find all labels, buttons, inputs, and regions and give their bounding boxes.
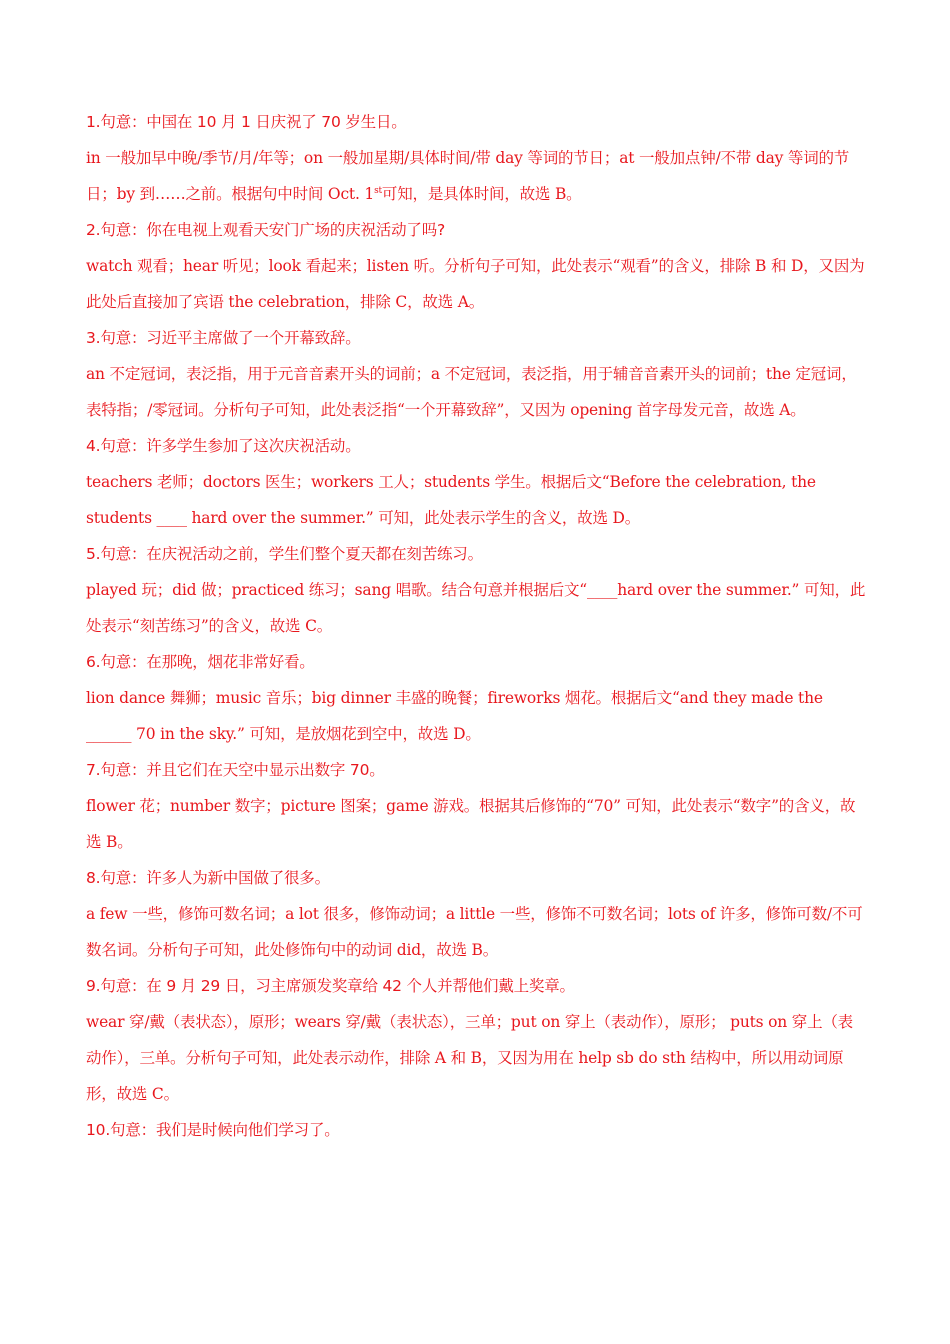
question-1-explanation [86,140,866,212]
question-2-explanation: watch 观看；hear 听见；look 看起来；listen 听。分析句子可知，此处表示“观看”的含义，排除 B 和 D，又因为此处后直接加了宾语 the celebration，排除 C，故选 A。 [86,257,865,311]
question-7-meaning: 7.句意：并且它们在天空中显示出数字 70。 [86,761,385,779]
question-9-meaning: 9.句意：在 9 月 29 日，习主席颁发奖章给 42 个人并帮他们戴上奖章。 [86,977,575,995]
question-9-explanation: wear 穿/戴（表状态），原形；wears 穿/戴（表状态），三单；put on 穿上（表动作），原形； puts on 穿上（表动作），三单。分析句子可知，此处表示动作，排除 A 和 B，又因为用在 help sb do sth 结构中，所以用动词原形，故选 C。 [86,1013,853,1103]
explanation-text: in 一般加早中晚/季节/月/年等；on 一般加星期/具体时间/带 day 等词的节日；at 一般加点钟/不带 day 等词的节日；by 到……之前。根据句中时间 Oct. 1 [86,149,850,203]
question-3-explanation: an 不定冠词，表泛指，用于元音音素开头的词前；a 不定冠词，表泛指，用于辅音音素开头的词前；the 定冠词，表特指；/零冠词。分析句子可知，此处表泛指“一个开幕致辞”，又因为 opening 首字母发元音，故选 A。 [86,365,857,419]
question-2-meaning: 2.句意：你在电视上观看天安门广场的庆祝活动了吗? [86,221,446,239]
question-1-meaning: 1.句意：中国在 10 月 1 日庆祝了 70 岁生日。 [86,113,407,131]
answer-explanations [86,104,866,1148]
question-5-explanation: played 玩；did 做；practiced 练习；sang 唱歌。结合句意并根据后文“____hard over the summer.” 可知，此处表示“刻苦练习”的含义，故选 C。 [86,581,866,635]
question-8-explanation: a few 一些，修饰可数名词；a lot 很多，修饰动词；a little 一些，修饰不可数名词；lots of 许多，修饰可数/不可数名词。分析句子可知，此处修饰句中的动词 did，故选 B。 [86,905,863,959]
question-6-meaning: 6.句意：在那晚，烟花非常好看。 [86,653,315,671]
question-6-explanation: lion dance 舞狮；music 音乐；big dinner 丰盛的晚餐；fireworks 烟花。根据后文“and they made the ______ 70 in the sky.” 可知，是放烟花到空中，故选 D。 [86,689,823,743]
explanation-text: 可知，是具体时间，故选 B。 [381,185,582,203]
ordinal-suffix: st [374,185,382,196]
question-5-meaning: 5.句意：在庆祝活动之前，学生们整个夏天都在刻苦练习。 [86,545,483,563]
question-8-meaning: 8.句意：许多人为新中国做了很多。 [86,869,330,887]
question-4-explanation: teachers 老师；doctors 医生；workers 工人；students 学生。根据后文“Before the celebration, the students ____ hard over the summer.” 可知，此处表示学生的含义，故选 D。 [86,473,816,527]
question-7-explanation: flower 花；number 数字；picture 图案；game 游戏。根据其后修饰的“70” 可知，此处表示“数字”的含义，故选 B。 [86,797,856,851]
question-4-meaning: 4.句意：许多学生参加了这次庆祝活动。 [86,437,361,455]
question-3-meaning: 3.句意：习近平主席做了一个开幕致辞。 [86,329,361,347]
question-10-meaning: 10.句意：我们是时候向他们学习了。 [86,1121,340,1139]
